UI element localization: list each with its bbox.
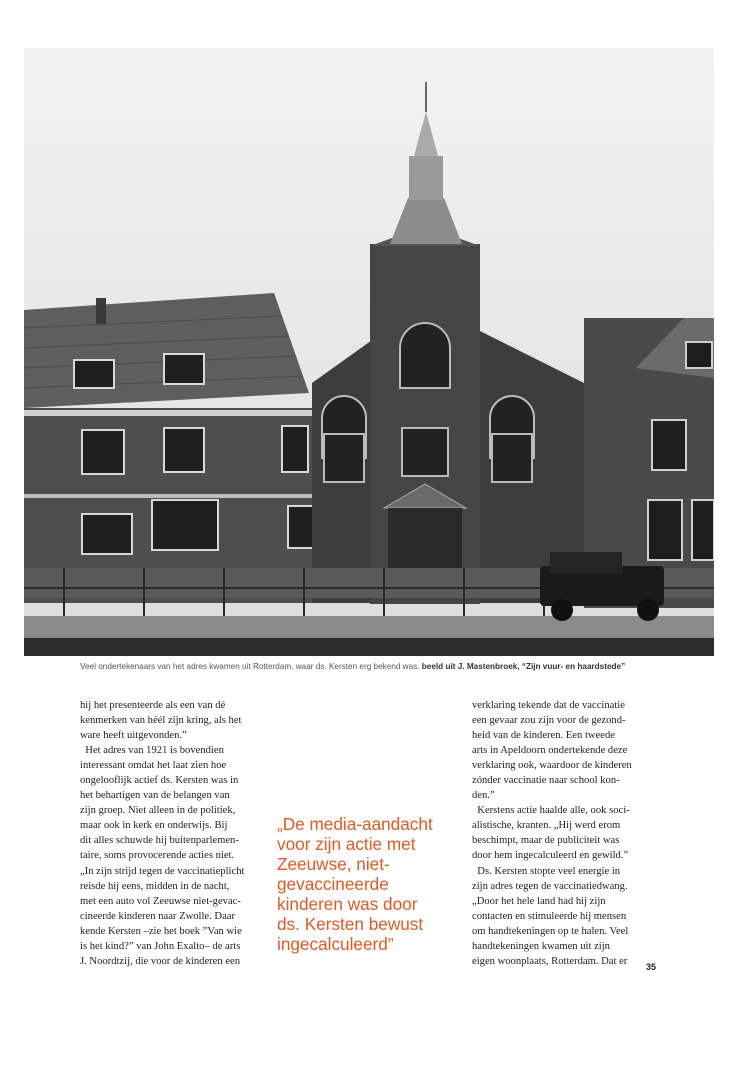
text-line: om handtekeningen op te halen. Veel xyxy=(472,925,629,937)
text-line: verklaring tekende dat de vaccinatie xyxy=(472,700,625,711)
article-column-right xyxy=(472,698,658,969)
text-line: „Door het hele land had hij zijn xyxy=(472,895,606,907)
text-line: zijn groep. Niet alleen in de politiek, xyxy=(80,805,236,817)
page-number: 35 xyxy=(646,962,657,972)
text-line: contacten en stimuleerde hij mensen xyxy=(472,910,627,922)
pull-quote-line: Zeeuwse, niet- xyxy=(277,854,390,874)
pull-quote-line: gevaccineerde xyxy=(277,874,389,894)
text-line: Ds. Kersten stopte veel energie in xyxy=(472,865,621,877)
pull-quote-line: „De media-aandacht xyxy=(277,814,433,834)
text-line: interessant omdat het laat zien hoe xyxy=(80,760,227,772)
text-line: met een auto vol Zeeuwse niet-gevac- xyxy=(80,895,241,907)
text-line: alistische, kranten. „Hij werd erom xyxy=(472,820,621,832)
caption-credit: beeld uit J. Mastenbroek, “Zijn vuur- en haardstede” xyxy=(421,662,626,671)
text-line: eigen woonplaats, Rotterdam. Dat er xyxy=(472,955,628,967)
text-line: den.” xyxy=(472,790,495,802)
text-line: heid van de kinderen. Een tweede xyxy=(472,730,615,742)
text-line: een gevaar zou zijn voor de gezond- xyxy=(472,715,626,727)
photo-caption xyxy=(80,661,720,672)
text-line: arts in Apeldoorn ondertekende deze xyxy=(472,745,628,757)
text-line: zijn adres tegen de vaccinatiedwang. xyxy=(472,880,628,892)
text-line: ware heeft uitgevonden.” xyxy=(80,730,187,742)
text-line: ongelooflijk actief ds. Kersten was in xyxy=(80,775,239,787)
article-column-left xyxy=(80,698,266,969)
text-line: is het kind?” van John Exalto– de arts xyxy=(80,940,241,952)
text-line: „In zijn strijd tegen de vaccinatieplicht xyxy=(80,865,245,877)
text-line: maar ook in kerk en onderwijs. Bij xyxy=(80,820,228,832)
text-line: dit alles schuwde hij buitenparlemen- xyxy=(80,835,239,847)
text-line: reisde hij eens, midden in de nacht, xyxy=(80,880,230,892)
pull-quote-line: ds. Kersten bewust xyxy=(277,914,424,934)
text-line: zónder vaccinatie naar school kon- xyxy=(472,775,620,787)
text-line: het behartigen van de belangen van xyxy=(80,790,230,802)
text-line: handtekeningen kwamen uit zijn xyxy=(472,940,610,952)
church-photo xyxy=(24,48,714,656)
text-line: kenmerken van héél zijn kring, als het xyxy=(80,715,242,727)
pull-quote xyxy=(277,814,447,954)
text-line: J. Noordtzij, die voor de kinderen een xyxy=(80,955,241,967)
caption-text: Veel ondertekenaars van het adres kwamen uit Rotterdam, waar ds. Kersten erg bekend was. xyxy=(80,662,420,671)
pull-quote-line: ingecalculeerd” xyxy=(277,934,394,954)
text-line: cineerde kinderen naar Zwolle. Daar xyxy=(80,910,235,922)
pull-quote-line: voor zijn actie met xyxy=(277,834,416,854)
text-line: door hem ingecalculeerd en gewild.” xyxy=(472,850,629,862)
text-line: beschimpt, maar de publiciteit was xyxy=(472,835,620,847)
text-line: taire, soms provocerende acties niet. xyxy=(80,850,235,862)
text-line: hij het presenteerde als een van dé xyxy=(80,700,226,711)
pull-quote-line: kinderen was door xyxy=(277,894,418,914)
text-line: kende Kersten –zie het boek ”Van wie xyxy=(80,925,242,937)
text-line: Het adres van 1921 is bovendien xyxy=(80,745,224,757)
text-line: verklaring ook, waardoor de kinderen xyxy=(472,760,632,772)
church-photo-icon xyxy=(24,48,714,656)
text-line: Kerstens actie haalde alle, ook soci- xyxy=(472,805,630,817)
